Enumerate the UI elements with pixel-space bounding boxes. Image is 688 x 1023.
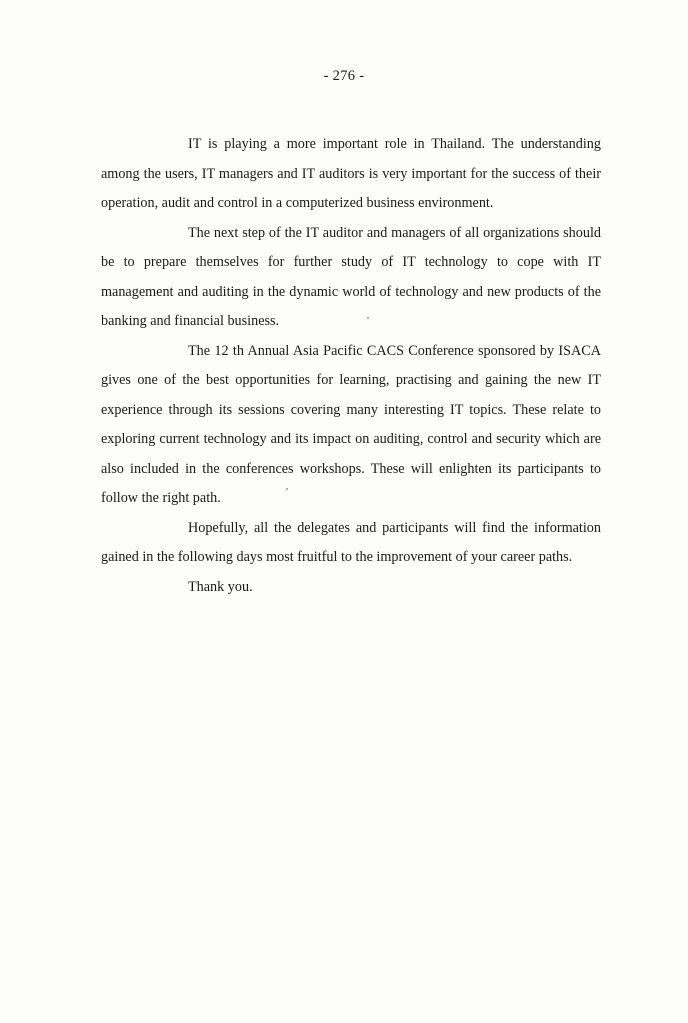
paragraph-it-role: IT is playing a more important role in Thailand. The understanding among the users, IT managers and IT auditors is very important for the success of their operation, audit and control in a computerized business environment.	[101, 136, 601, 211]
scan-speck	[367, 317, 369, 319]
closing-line: Thank you.	[188, 578, 253, 595]
scan-speck	[286, 488, 288, 490]
page-number: - 276 -	[323, 68, 365, 84]
paragraph-hopefully: Hopefully, all the delegates and participants will find the information gained in the following days most fruitful to the improvement of your career paths.	[101, 519, 601, 565]
paragraph-conference: The 12 th Annual Asia Pacific CACS Conference sponsored by ISACA gives one of the best opportunities for learning, practising and gaining the new IT experience through its sessions covering many interesting IT topics. These relate to exploring current technology and its impact on auditing, control and security which are also included in the conferences workshops. These will enlighten its participants to follow the right path.	[101, 342, 601, 506]
body-text	[101, 130, 601, 602]
paragraph-next-step: The next step of the IT auditor and managers of all organizations should be to prepare themselves for further study of IT technology to cope with IT management and auditing in the dynamic world of technology and new products of the banking and financial business.	[101, 224, 601, 329]
